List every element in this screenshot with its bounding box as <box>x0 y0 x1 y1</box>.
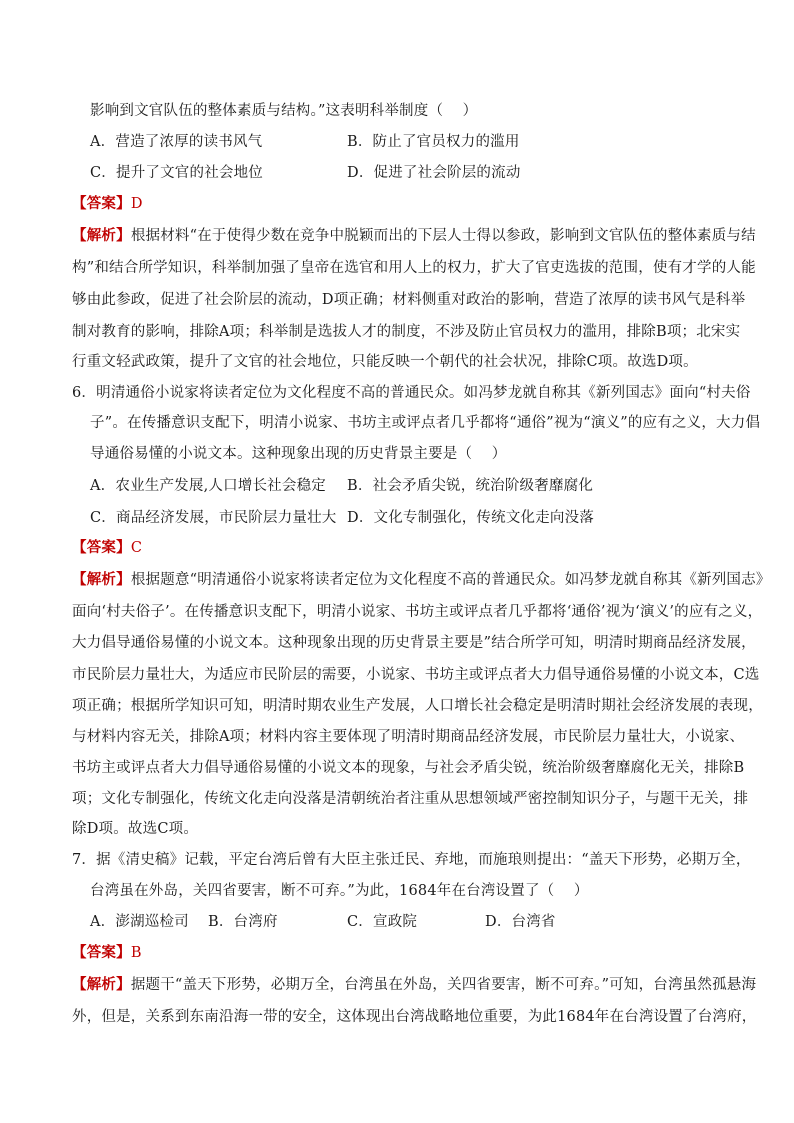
q6-option-b: B．社会矛盾尖锐，统治阶级奢靡腐化 <box>347 478 594 494</box>
analysis-tag: 【解析】 <box>72 976 131 993</box>
q5-analysis-line-4: 制对教育的影响，排除A项；科举制是选拔人才的制度，不涉及防止官员权力的滥用，排除B项；北宋实 <box>72 324 741 340</box>
q5-answer <box>72 194 143 214</box>
q6-analysis-line-7: 书坊主或评点者大力倡导通俗易懂的小说文本的现象，与社会矛盾尖锐，统治阶级奢靡腐化无关，排除B <box>72 760 745 776</box>
q6-stem-line-3: 导通俗易懂的小说文本。这种现象出现的历史背景主要是（ ） <box>90 446 507 462</box>
q7-analysis-line-1 <box>72 975 756 995</box>
q7-option-b: B．台湾府 <box>208 914 278 930</box>
q7-option-c: C．宣政院 <box>347 914 418 930</box>
answer-tag: 【答案】 <box>72 195 131 212</box>
q7-analysis-line-2: 外，但是，关系到东南沿海一带的安全，这体现出台湾战略地位重要，为此1684年在台湾设置了台湾府， <box>72 1009 757 1025</box>
q6-stem-line-1: 6．明清通俗小说家将读者定位为文化程度不高的普通民众。如冯梦龙就自称其《新列国志》面向“村夫俗 <box>72 385 751 401</box>
q5-analysis-line-1 <box>72 226 756 246</box>
analysis-text: 根据题意“明清通俗小说家将读者定位为文化程度不高的普通民众。如冯梦龙就自称其《新列国志》 <box>130 572 771 588</box>
q7-stem-line-1: 7．据《清史稿》记载，平定台湾后曾有大臣主张迁民、弃地，而施琅则提出：“盖天下形势，必期万全， <box>72 852 751 868</box>
q5-analysis-line-2: 构”和结合所学知识，科举制加强了皇帝在选官和用人上的权力，扩大了官吏选拔的范围，使有才学的人能 <box>72 260 756 276</box>
answer-value: D <box>130 196 143 212</box>
q6-stem-line-2: 子”。在传播意识支配下，明清小说家、书坊主或评点者几乎都将“通俗”视为“演义”的应有之义，大力倡 <box>90 415 761 431</box>
q7-option-d: D．台湾省 <box>485 914 556 930</box>
q6-analysis-line-6: 与材料内容无关，排除A项；材料内容主要体现了明清时期商品经济发展，市民阶层力量壮大，小说家、 <box>72 729 745 745</box>
answer-tag: 【答案】 <box>72 539 131 556</box>
answer-value: C <box>130 540 143 556</box>
answer-tag: 【答案】 <box>72 944 131 961</box>
q6-option-d: D．文化专制强化，传统文化走向没落 <box>347 510 595 526</box>
q6-analysis-line-4: 市民阶层力量壮大，为适应市民阶层的需要，小说家、书坊主或评点者大力倡导通俗易懂的小说文本，C选 <box>72 667 760 683</box>
q6-analysis-line-5: 项正确；根据所学知识可知，明清时期农业生产发展，人口增长社会稳定是明清时期社会经济发展的表现， <box>72 698 763 714</box>
q7-option-a: A．澎湖巡检司 <box>90 914 189 930</box>
analysis-text: 根据材料“在于使得少数在竞争中脱颖而出的下层人士得以参政，影响到文官队伍的整体素质与结 <box>130 228 756 244</box>
q6-analysis-line-8: 项；文化专制强化，传统文化走向没落是清朝统治者注重从思想领域严密控制知识分子，与题干无关，排 <box>72 791 749 807</box>
q6-analysis-line-2: 面向‘村夫俗子’。在传播意识支配下，明清小说家、书坊主或评点者几乎都将‘通俗’视为‘演义’的应有之义， <box>72 604 763 620</box>
analysis-tag: 【解析】 <box>72 571 131 588</box>
q5-option-b: B．防止了官员权力的滥用 <box>347 134 520 150</box>
q5-stem-tail: 影响到文官队伍的整体素质与结构。”这表明科举制度（ ） <box>90 103 478 119</box>
q6-analysis-line-1 <box>72 570 771 590</box>
q5-option-c: C．提升了文官的社会地位 <box>90 165 263 181</box>
q5-analysis-line-3: 够由此参政，促进了社会阶层的流动，D项正确；材料侧重对政治的影响，营造了浓厚的读书风气是科举 <box>72 292 746 308</box>
q6-option-c: C．商品经济发展，市民阶层力量壮大 <box>90 510 337 526</box>
analysis-tag: 【解析】 <box>72 227 131 244</box>
q5-analysis-line-5: 行重文轻武政策，提升了文官的社会地位，只能反映一个朝代的社会状况，排除C项。故选D项。 <box>72 354 698 370</box>
q5-option-a: A．营造了浓厚的读书风气 <box>90 134 263 150</box>
q6-option-a: A．农业生产发展,人口增长社会稳定 <box>90 478 326 494</box>
q6-analysis-line-9: 除D项。故选C项。 <box>72 821 199 837</box>
q6-answer <box>72 538 142 558</box>
analysis-text: 据题干“盖天下形势，必期万全，台湾虽在外岛，关四省要害，断不可弃。”可知，台湾虽然孤悬海 <box>130 977 757 993</box>
answer-value: B <box>130 945 142 961</box>
q7-stem-line-2: 台湾虽在外岛，关四省要害，断不可弃。”为此，1684年在台湾设置了（ ） <box>90 883 589 899</box>
q5-option-d: D．促进了社会阶层的流动 <box>347 165 521 181</box>
q6-analysis-line-3: 大力倡导通俗易懂的小说文本。这种现象出现的历史背景主要是”结合所学可知，明清时期商品经济发展， <box>72 635 756 651</box>
q7-answer <box>72 943 142 963</box>
